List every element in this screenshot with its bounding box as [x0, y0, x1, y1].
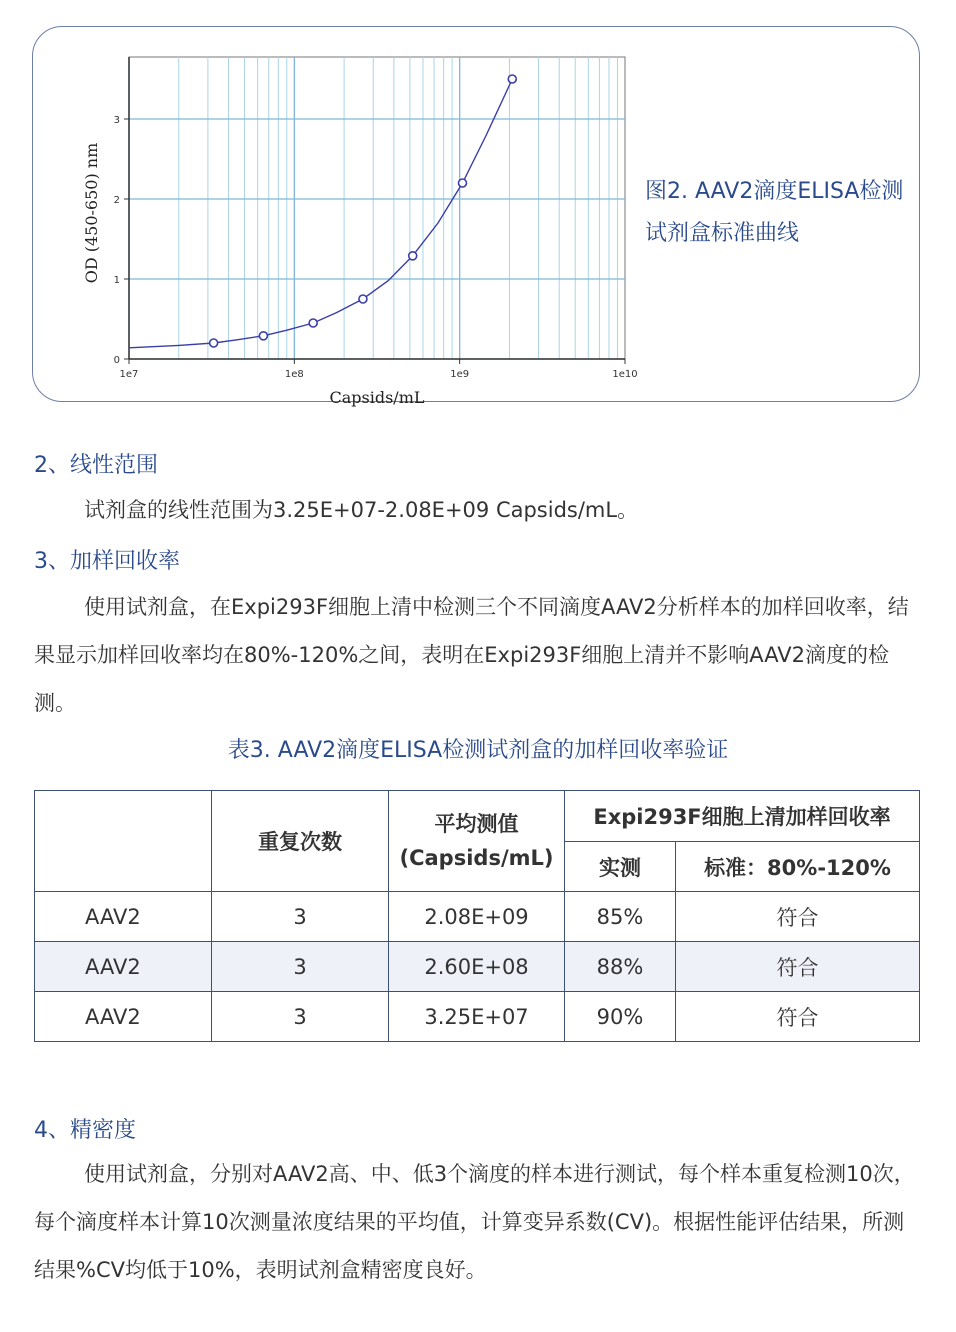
cell-sample: AAV2 [35, 892, 212, 942]
cell-mean: 3.25E+07 [389, 992, 565, 1042]
table-row [35, 892, 920, 942]
y-axis-label: OD (450-650) nm [82, 142, 101, 284]
cell-measured: 90% [565, 992, 676, 1042]
cell-mean: 2.60E+08 [389, 942, 565, 992]
cell-mean: 2.08E+09 [389, 892, 565, 942]
standard-curve-chart [73, 43, 638, 407]
header-mean: 平均测值(Capsids/mL) [389, 791, 565, 892]
section-heading-precision: 4、精密度 [34, 1118, 136, 1143]
header-measured: 实测 [565, 842, 676, 892]
y-tick-label: 2 [113, 195, 120, 206]
figure-panel [32, 26, 920, 407]
recovery-table [34, 790, 920, 1042]
data-point [508, 75, 516, 83]
cell-repeats: 3 [212, 942, 389, 992]
section-heading-linear-range: 2、线性范围 [34, 453, 158, 478]
data-point [259, 332, 267, 340]
cell-sample: AAV2 [35, 942, 212, 992]
x-tick-label: 1e10 [612, 369, 638, 380]
x-axis-label: Capsids/mL [329, 388, 425, 407]
data-point [309, 319, 317, 327]
header-empty [35, 791, 212, 892]
y-tick-label: 3 [113, 115, 120, 126]
data-point [458, 179, 466, 187]
cell-result: 符合 [676, 942, 920, 992]
table-title: 表3. AAV2滴度ELISA检测试剂盒的加样回收率验证 [227, 738, 729, 763]
y-tick-label: 0 [113, 355, 120, 366]
x-tick-label: 1e8 [284, 369, 304, 380]
table-row [35, 992, 920, 1042]
cell-measured: 88% [565, 942, 676, 992]
cell-repeats: 3 [212, 892, 389, 942]
header-recovery-group: Expi293F细胞上清加样回收率 [565, 791, 920, 842]
cell-result: 符合 [676, 992, 920, 1042]
linear-range-paragraph: 试剂盒的线性范围为3.25E+07-2.08E+09 Capsids/mL。 [84, 498, 639, 522]
section-heading-recovery: 3、加样回收率 [34, 549, 180, 574]
data-point [409, 252, 417, 260]
x-tick-label: 1e9 [450, 369, 470, 380]
y-tick-label: 1 [113, 275, 120, 286]
cell-sample: AAV2 [35, 992, 212, 1042]
recovery-paragraph: 使用试剂盒，在Expi293F细胞上清中检测三个不同滴度AAV2分析样本的加样回收率，结果显示加样回收率均在80%-120%之间，表明在Expi293F细胞上清并不影响AAV2滴度的检测。 [34, 595, 909, 715]
figure-caption: 图2. AAV2滴度ELISA检测试剂盒标准曲线 [645, 179, 904, 246]
header-standard: 标准：80%-120% [676, 842, 920, 892]
data-point [359, 295, 367, 303]
cell-repeats: 3 [212, 992, 389, 1042]
data-point [210, 339, 218, 347]
plot-frame [129, 57, 625, 359]
table-row [35, 942, 920, 992]
cell-result: 符合 [676, 892, 920, 942]
precision-paragraph: 使用试剂盒，分别对AAV2高、中、低3个滴度的样本进行测试，每个样本重复检测10次，每个滴度样本计算10次测量浓度结果的平均值，计算变异系数(CV)。根据性能评估结果，所测结果%CV均低于10%，表明试剂盒精密度良好。 [34, 1162, 915, 1282]
x-tick-label: 1e7 [119, 369, 139, 380]
cell-measured: 85% [565, 892, 676, 942]
header-repeats: 重复次数 [212, 791, 389, 892]
